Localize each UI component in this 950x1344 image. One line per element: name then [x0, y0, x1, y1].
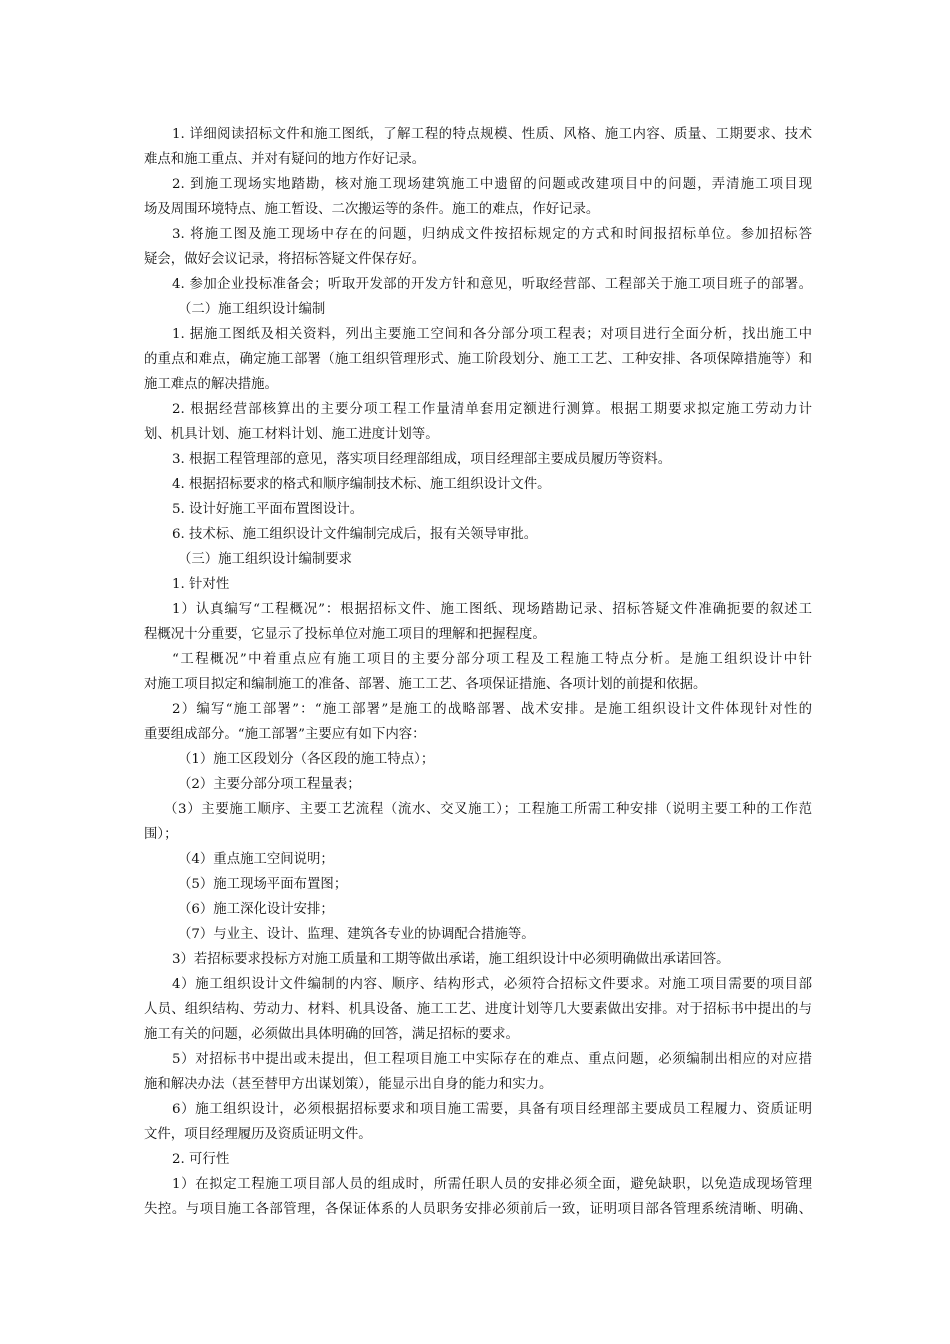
- paragraph-line: 4. 根据招标要求的格式和顺序编制技术标、施工组织设计文件。: [172, 477, 551, 492]
- list-item: （2）主要分部分项工程量表；: [178, 777, 361, 792]
- paragraph-line: 难点和施工重点、并对有疑问的地方作好记录。: [144, 152, 426, 167]
- paragraph-line: 3）若招标要求投标方对施工质量和工期等做出承诺，施工组织设计中必须明确做出承诺回答。: [172, 952, 730, 967]
- list-item: （7）与业主、设计、监理、建筑各专业的协调配合措施等。: [178, 927, 535, 942]
- paragraph-line: 1）认真编写“工程概况”：根据招标文件、施工图纸、现场踏勘记录、招标答疑文件准确扼要的叙述工: [172, 602, 812, 617]
- paragraph-line: 施工难点的解决措施。: [144, 377, 278, 392]
- subsection-heading: 2. 可行性: [172, 1152, 230, 1167]
- list-item: （6）施工深化设计安排；: [178, 902, 334, 917]
- paragraph-line: 施和解决办法（甚至替甲方出谋划策），能显示出自身的能力和实力。: [144, 1077, 553, 1092]
- paragraph-line: 1. 详细阅读招标文件和施工图纸，了解工程的特点规模、性质、风格、施工内容、质量、工期要求、技术: [172, 127, 812, 142]
- paragraph-line: 划、机具计划、施工材料计划、施工进度计划等。: [144, 427, 439, 442]
- paragraph-line: 4）施工组织设计文件编制的内容、顺序、结构形式，必须符合招标文件要求。对施工项目需要的项目部: [172, 977, 812, 992]
- paragraph-line: “工程概况”中着重点应有施工项目的主要分部分项工程及工程施工特点分析。是施工组织设计中针: [172, 652, 812, 667]
- document-page: [144, 122, 812, 1222]
- paragraph-line: 5）对招标书中提出或未提出，但工程项目施工中实际存在的难点、重点问题，必须编制出相应的对应措: [172, 1052, 812, 1067]
- paragraph-line: 1. 据施工图纸及相关资料，列出主要施工空间和各分部分项工程表；对项目进行全面分析，找出施工中: [172, 327, 812, 342]
- paragraph-line: 施工有关的问题，必须做出具体明确的回答，满足招标的要求。: [144, 1027, 519, 1042]
- paragraph-line: 失控。与项目施工各部管理，各保证体系的人员职务安排必须前后一致，证明项目部各管理系统清晰、明确、: [144, 1202, 812, 1217]
- list-item: （4）重点施工空间说明；: [178, 852, 334, 867]
- paragraph-line: 文件，项目经理履历及资质证明文件。: [144, 1127, 372, 1142]
- paragraph-line: 3. 将施工图及施工现场中存在的问题，归纳成文件按招标规定的方式和时间报招标单位。参加招标答: [172, 227, 812, 242]
- list-item: （3）主要施工顺序、主要工艺流程（流水、交叉施工）；工程施工所需工种安排（说明主要工种的工作范: [164, 802, 812, 817]
- section-heading: （二）施工组织设计编制: [178, 302, 326, 317]
- paragraph-line: 2）编写“施工部署”：“施工部署”是施工的战略部署、战术安排。是施工组织设计文件体现针对性的: [172, 702, 812, 717]
- paragraph-line: 人员、组织结构、劳动力、材料、机具设备、施工工艺、进度计划等几大要素做出安排。对于招标书中提出的与: [144, 1002, 812, 1017]
- paragraph-line: 2. 根据经营部核算出的主要分项工程工作量清单套用定额进行测算。根据工期要求拟定施工劳动力计: [172, 402, 812, 417]
- paragraph-line: 程概况十分重要，它显示了投标单位对施工项目的理解和把握程度。: [144, 627, 546, 642]
- paragraph-line: 疑会，做好会议记录，将招标答疑文件保存好。: [144, 252, 426, 267]
- paragraph-line: 1）在拟定工程施工项目部人员的组成时，所需任职人员的安排必须全面，避免缺职，以免造成现场管理: [172, 1177, 812, 1192]
- paragraph-line: 4. 参加企业投标准备会；听取开发部的开发方针和意见，听取经营部、工程部关于施工项目班子的部署。: [172, 277, 812, 292]
- list-item: （5）施工现场平面布置图；: [178, 877, 348, 892]
- paragraph-line: 3. 根据工程管理部的意见，落实项目经理部组成，项目经理部主要成员履历等资料。: [172, 452, 672, 467]
- list-item: 围）；: [144, 827, 178, 842]
- section-heading: （三）施工组织设计编制要求: [178, 552, 353, 567]
- paragraph-line: 6）施工组织设计，必须根据招标要求和项目施工需要，具备有项目经理部主要成员工程履力、资质证明: [172, 1102, 812, 1117]
- paragraph-line: 重要组成部分。“施工部署”主要应有如下内容：: [144, 727, 426, 742]
- paragraph-line: 对施工项目拟定和编制施工的准备、部署、施工工艺、各项保证措施、各项计划的前提和依据。: [144, 677, 707, 692]
- paragraph-line: 场及周围环境特点、施工暂设、二次搬运等的条件。施工的难点，作好记录。: [144, 202, 600, 217]
- subsection-heading: 1. 针对性: [172, 577, 230, 592]
- paragraph-line: 5. 设计好施工平面布置图设计。: [172, 502, 364, 517]
- paragraph-line: 6. 技术标、施工组织设计文件编制完成后，报有关领导审批。: [172, 527, 538, 542]
- paragraph-line: 的重点和难点，确定施工部署（施工组织管理形式、施工阶段划分、施工工艺、工种安排、各项保障措施等）和: [144, 352, 812, 367]
- list-item: （1）施工区段划分（各区段的施工特点）；: [178, 752, 435, 767]
- paragraph-line: 2. 到施工现场实地踏勘，核对施工现场建筑施工中遗留的问题或改建项目中的问题，弄清施工项目现: [172, 177, 812, 192]
